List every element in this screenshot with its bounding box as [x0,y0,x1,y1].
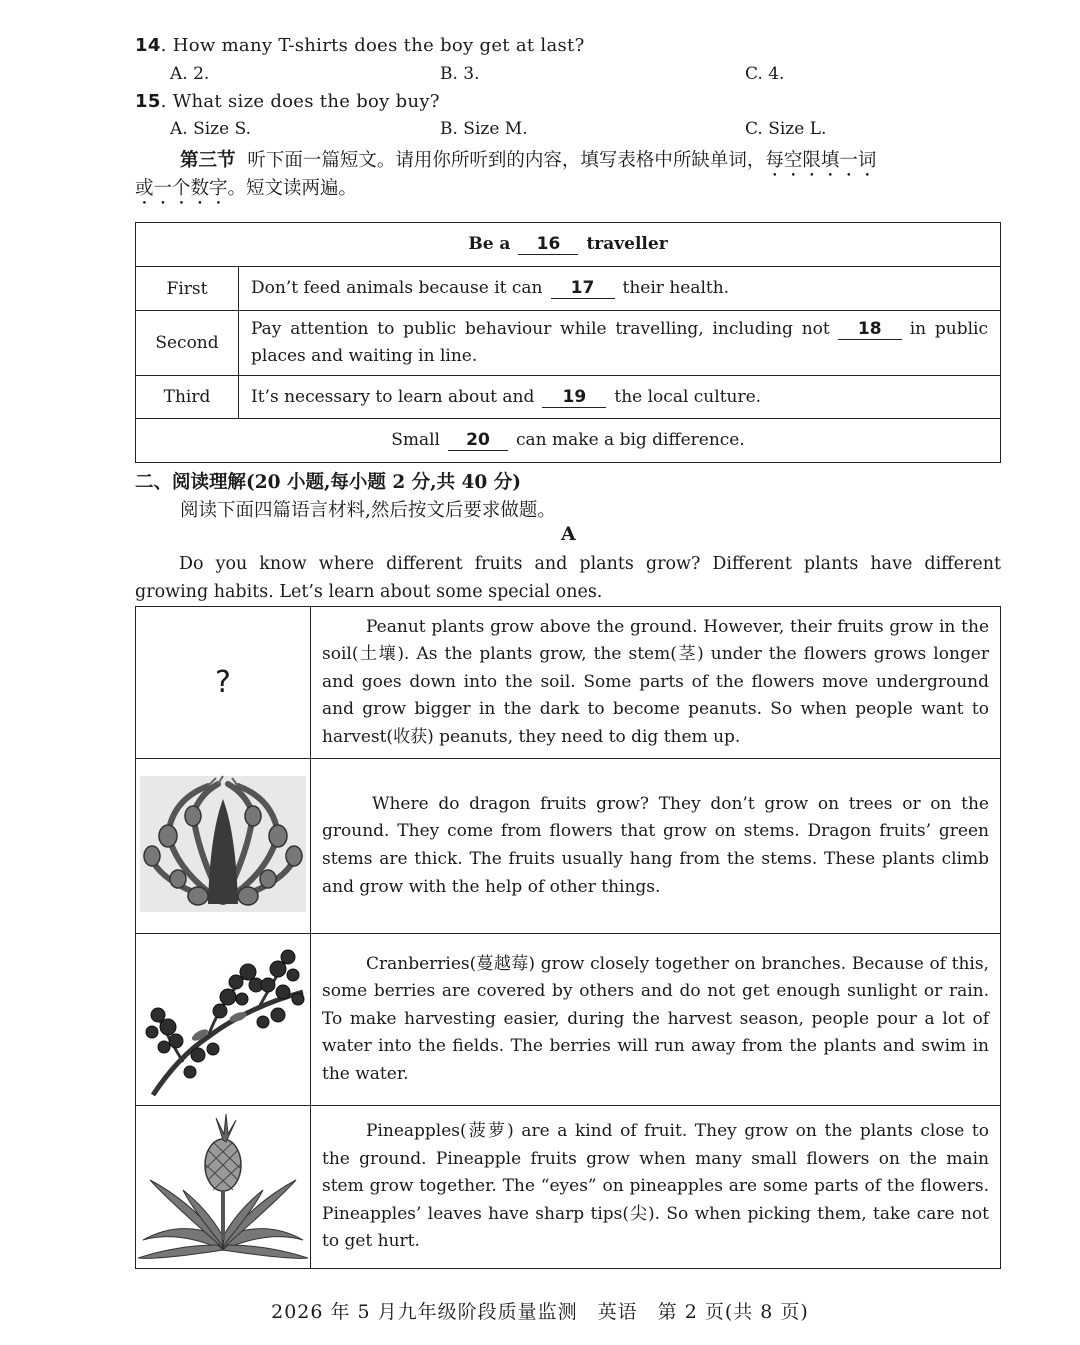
row-text: in public places and waiting in line. [251,319,988,366]
instruction-text: 。短文读两遍。 [227,178,358,199]
table-row [136,934,1001,1106]
table-row [136,267,1001,311]
question-text: . How many T-shirts does the boy get at last? [160,35,585,56]
plant-description: Where do dragon fruits grow? They don’t grow on trees or on the ground. They come from flowers that grow on stems. Dragon fruits’ green stems are thick. The fruits usually hang from the stems. These plants climb and grow with the help of other things. [311,759,1001,934]
row-text: the local culture. [614,386,762,407]
row-text: Don’t feed animals because it can [251,278,543,298]
table-row [136,607,1001,759]
option-b: B. Size M. [440,119,528,139]
option-b: B. 3. [440,64,480,84]
fill-in-table [135,222,1001,463]
question-mark-cell [136,607,311,759]
table-title [136,223,1001,267]
row-text: It’s necessary to learn about and [251,386,535,407]
row-text: can make a big difference. [516,430,745,450]
row-content [239,267,1001,311]
emphasized-text: 每空限填一词 [765,150,877,171]
section-3-instruction-cont [135,174,357,209]
plant-description: Pineapples(菠萝) are a kind of fruit. They grow on the plants close to the ground. Pineapple fruits grow when many small flowers on the main stem grow together. The “eyes” on pineapples are some parts of the flowers. Pineapples’ leaves have sharp tips(尖). So when picking them, take care not to get hurt. [311,1106,1001,1269]
row-text: Pay attention to public behaviour while travelling, including not [251,319,830,339]
emphasized-text: 或一个数字 [135,178,228,199]
passage-label: A [561,523,576,545]
table-row [136,1106,1001,1269]
option-c: C. 4. [745,64,785,84]
option-a: A. 2. [170,64,210,84]
question-14 [135,35,585,56]
passage-intro: Do you know where different fruits and plants grow? Different plants have different growing habits. Let’s learn about some special ones. [135,554,1001,602]
plant-description: Peanut plants grow above the ground. However, their fruits grow in the soil(土壤). As the plants grow, the stem(茎) under the flowers grows longer and goes down into the soil. Some parts of the flowers move underground and grow bigger in the dark to become peanuts. So when people want to harvest(收获) peanuts, they need to dig them up. [311,607,1001,759]
pineapple-plant-icon [138,1110,308,1260]
cranberry-image-cell [136,934,311,1106]
answer-blank-16[interactable]: 16 [518,234,578,255]
instruction-text: 听下面一篇短文。请用你所听到的内容，填写表格中所缺单词， [247,150,766,171]
question-mark-icon: ? [215,665,231,700]
row-content [239,376,1001,419]
option-c: C. Size L. [745,119,827,139]
row-label: First [136,267,239,311]
row-text: their health. [622,278,730,298]
table-row [136,759,1001,934]
row-text: Small [391,430,440,450]
page-footer: 2026 年 5 月九年级阶段质量监测 英语 第 2 页(共 8 页) [271,1301,809,1323]
table-row [136,419,1001,463]
part-2-instruction: 阅读下面四篇语言材料,然后按文后要求做题。 [180,500,556,521]
bottom-row [136,419,1001,463]
option-a: A. Size S. [170,119,252,139]
table-row [136,376,1001,419]
question-number: 15 [135,91,161,112]
row-label: Third [136,376,239,419]
question-number: 14 [135,35,161,56]
section-label: 第三节 [180,150,236,171]
title-text: traveller [586,234,668,254]
answer-blank-17[interactable]: 17 [551,278,615,299]
pineapple-image-cell [136,1106,311,1269]
cranberry-branch-icon [138,937,308,1097]
answer-blank-19[interactable]: 19 [542,387,606,408]
title-text: Be a [468,234,511,254]
part-2-heading: 二、阅读理解(20 小题,每小题 2 分,共 40 分) [135,472,521,493]
dragon-fruit-plant-icon [138,774,308,914]
row-content [239,311,1001,376]
plants-table [135,606,1001,1269]
plant-description: Cranberries(蔓越莓) grow closely together on branches. Because of this, some berries are covered by others and do not get enough sunlight or rain. To make harvesting easier, during the harvest season, people pour a lot of water into the fields. The berries will run away from the plants and swim in the water. [311,934,1001,1106]
question-15 [135,91,440,112]
table-row [136,311,1001,376]
answer-blank-18[interactable]: 18 [838,319,902,340]
dragon-fruit-image-cell [136,759,311,934]
row-label: Second [136,311,239,376]
question-text: . What size does the boy buy? [160,91,440,112]
answer-blank-20[interactable]: 20 [448,430,508,451]
